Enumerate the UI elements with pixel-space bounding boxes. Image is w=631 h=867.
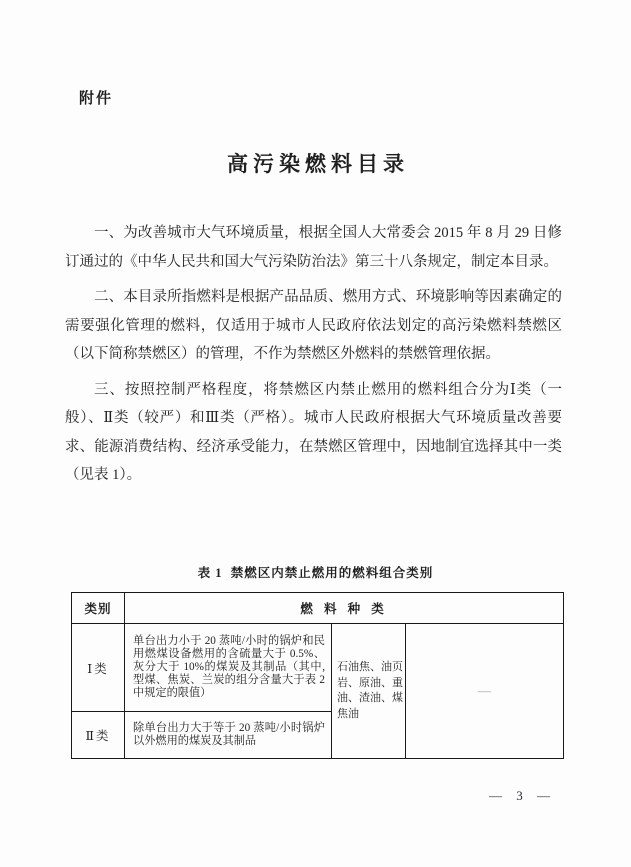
fuel-categories-table <box>71 592 564 759</box>
page-number: — 3 — <box>489 788 553 803</box>
doc-title: 高污染燃料目录 <box>227 152 409 176</box>
table-caption: 表 1 禁燃区内禁止燃用的燃料组合类别 <box>197 566 434 580</box>
attachment-label: 附件 <box>79 90 114 107</box>
category-cell-1: Ⅰ类 <box>72 624 125 712</box>
table-header-row <box>72 593 564 624</box>
oils-merged-cell: 石油焦、油页岩、原油、重油、渣油、煤焦油 <box>332 624 406 759</box>
paragraph-2: 二、本目录所指燃料是根据产品品质、燃用方式、环境影响等因素确定的需要强化管理的燃料，仅适用于城市人民政府依法划定的高污染燃料禁燃区（以下简称禁燃区）的管理，不作为禁燃区外燃料的禁燃管理依据。 <box>65 289 562 362</box>
paragraph-1: 一、为改善城市大气环境质量，根据全国人大常委会 2015 年 8 月 29 日修订通过的《中华人民共和国大气污染防治法》第三十八条规定，制定本目录。 <box>65 225 562 270</box>
dash-merged-cell: — <box>406 624 564 759</box>
paragraph-3: 三、按照控制严格程度，将禁燃区内禁止燃用的燃料组合分为Ⅰ类（一般）、Ⅱ类（较严）和Ⅲ类（严格）。城市人民政府根据大气环境质量改善要求、能源消费结构、经济承受能力，在禁燃区管理中，因地制宜选择其中一类（见表 1）。 <box>65 381 562 483</box>
header-category: 类别 <box>72 593 125 624</box>
category-cell-2: Ⅱ类 <box>72 712 125 759</box>
table-row-class-1 <box>72 624 564 712</box>
description-cell-1: 单台出力小于 20 蒸吨/小时的锅炉和民用燃煤设备燃用的含硫量大于 0.5%、灰分大于 10%的煤炭及其制品（其中,型煤、焦炭、兰炭的组分含量大于表 2 中规定的限值） <box>125 624 332 712</box>
description-cell-2: 除单台出力大于等于 20 蒸吨/小时锅炉以外燃用的煤炭及其制品 <box>125 712 332 759</box>
body-text <box>65 219 562 497</box>
header-fuel-types: 燃 料 种 类 <box>125 593 564 624</box>
